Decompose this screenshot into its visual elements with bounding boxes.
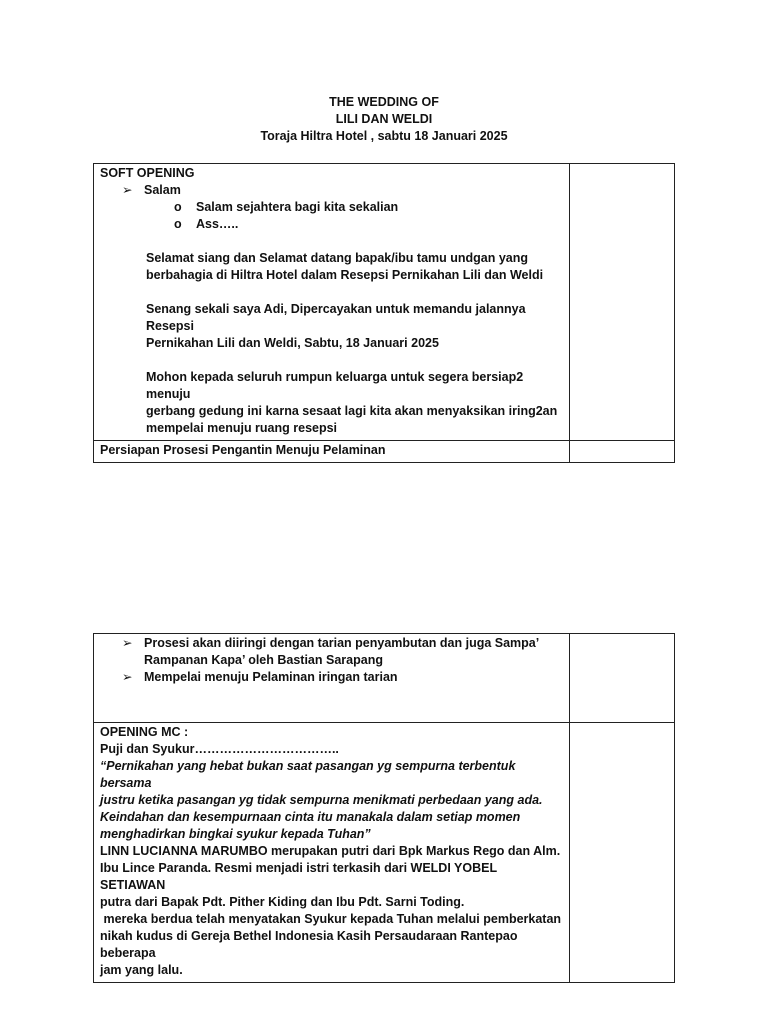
list-item <box>174 199 563 216</box>
notes-cell <box>570 634 675 723</box>
text-line: Rampanan Kapa’ oleh Bastian Sarapang <box>144 653 383 667</box>
notes-cell <box>570 164 675 441</box>
text-line: Mohon kepada seluruh rumpun keluarga untuk segera bersiap2 menuju <box>146 370 524 401</box>
table-row <box>94 634 675 723</box>
document-header <box>0 94 768 145</box>
paragraph-welcome <box>100 250 563 284</box>
text-line: mempelai menuju ruang resepsi <box>146 421 338 435</box>
salam-label: Salam <box>144 183 181 197</box>
text-line: Selamat siang dan Selamat datang bapak/ibu tamu undgan yang <box>146 251 529 265</box>
procession-cell <box>94 634 570 723</box>
list-item <box>122 635 563 669</box>
arrow-bullet-icon: ➢ <box>122 636 133 650</box>
text-line: Pernikahan Lili dan Weldi, Sabtu, 18 Januari 2025 <box>146 336 439 350</box>
list-item <box>122 182 563 199</box>
header-couple: LILI DAN WELDI <box>335 112 433 126</box>
text-line: Prosesi akan diiringi dengan tarian penyambutan dan juga Sampa’ <box>144 636 540 650</box>
procession-prep-cell: Persiapan Prosesi Pengantin Menuju Pelaminan <box>94 441 570 463</box>
list-item <box>174 216 563 233</box>
text-line: LINN LUCIANNA MARUMBO merupakan putri dari Bpk Markus Rego dan Alm. <box>100 844 561 858</box>
text-line: menghadirkan bingkai syukur kepada Tuhan” <box>100 827 371 841</box>
bride-groom-text: Mempelai menuju Pelaminan iringan tarian <box>144 670 398 684</box>
arrow-bullet-icon: ➢ <box>122 670 133 684</box>
soft-opening-heading: SOFT OPENING <box>100 166 195 180</box>
circle-bullet-icon: o <box>174 217 182 231</box>
table-row <box>94 164 675 441</box>
soft-opening-cell <box>94 164 570 441</box>
salam-sub-1: Salam sejahtera bagi kita sekalian <box>196 200 399 214</box>
circle-bullet-icon: o <box>174 200 182 214</box>
table-row <box>94 441 675 463</box>
text-line: Senang sekali saya Adi, Dipercayakan untuk memandu jalannya Resepsi <box>146 302 526 333</box>
list-item <box>122 669 563 686</box>
text-line: “Pernikahan yang hebat bukan saat pasangan yg sempurna terbentuk bersama <box>100 759 516 790</box>
text-line: nikah kudus di Gereja Bethel Indonesia Kasih Persaudaraan Rantepao beberapa <box>100 929 518 960</box>
text-line: gerbang gedung ini karna sesaat lagi kita akan menyaksikan iring2an <box>146 404 558 418</box>
header-title: THE WEDDING OF <box>329 95 439 109</box>
notes-cell <box>570 441 675 463</box>
opening-mc-heading: OPENING MC : <box>100 725 189 739</box>
paragraph-family <box>100 369 563 437</box>
puji-syukur-line: Puji dan Syukur…………………………….. <box>100 742 339 756</box>
paragraph-host <box>100 301 563 352</box>
text-line: putra dari Bapak Pdt. Pither Kiding dan Ibu Pdt. Sarni Toding. <box>100 895 465 909</box>
procession-text <box>144 635 539 669</box>
table-row <box>94 723 675 983</box>
salam-sub-2: Ass….. <box>196 217 239 231</box>
rundown-table-1 <box>93 163 675 463</box>
header-venue-date: Toraja Hiltra Hotel , sabtu 18 Januari 2025 <box>260 129 508 143</box>
text-line: Ibu Lince Paranda. Resmi menjadi istri terkasih dari WELDI YOBEL SETIAWAN <box>100 861 497 892</box>
text-line: berbahagia di Hiltra Hotel dalam Resepsi Pernikahan Lili dan Weldi <box>146 268 544 282</box>
text-line: jam yang lalu. <box>100 963 183 977</box>
text-line: Keindahan dan kesempurnaan cinta itu manakala dalam setiap momen <box>100 810 521 824</box>
text-line: mereka berdua telah menyatakan Syukur kepada Tuhan melalui pemberkatan <box>100 912 562 926</box>
quote-block <box>100 758 563 843</box>
couple-bio <box>100 843 563 979</box>
rundown-table-2 <box>93 633 675 983</box>
opening-mc-cell <box>94 723 570 983</box>
text-line: justru ketika pasangan yg tidak sempurna menikmati perbedaan yang ada. <box>100 793 543 807</box>
notes-cell <box>570 723 675 983</box>
arrow-bullet-icon: ➢ <box>122 183 133 197</box>
